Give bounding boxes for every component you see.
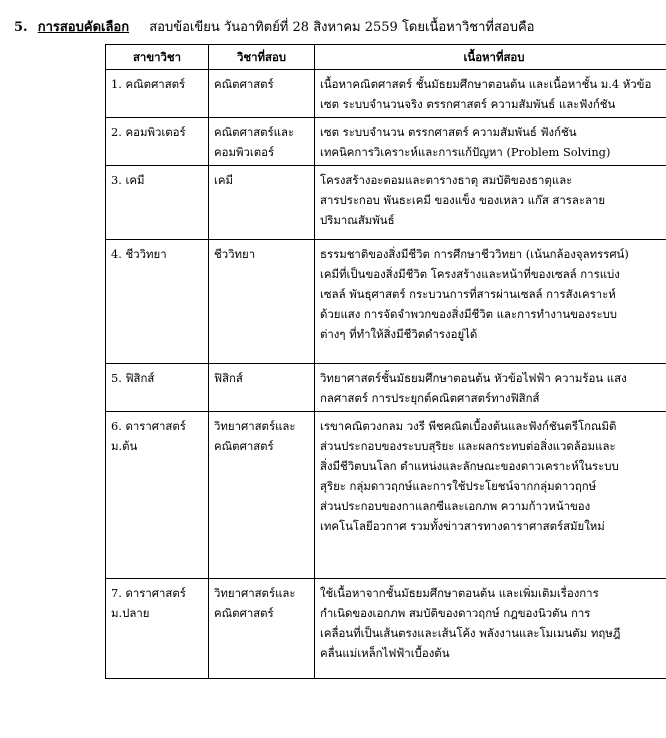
content-cell [315, 166, 666, 240]
cell-text-line: เคลื่อนที่เป็นเส้นตรงและเส้นโค้ง พลังงานและโมเมนตัม ทฤษฎี [320, 626, 621, 640]
cell-text-line: ส่วนประกอบของกาแลกซีและเอกภพ ความก้าวหน้าของ [320, 499, 591, 513]
table-row [106, 118, 666, 166]
subject-cell [209, 364, 315, 412]
content-cell [315, 412, 666, 579]
subject-cell [209, 118, 315, 166]
cell-text-line: ต่างๆ ที่ทำให้สิ่งมีชีวิตดำรงอยู่ได้ [320, 327, 478, 341]
table-row [106, 412, 666, 579]
cell-text-line: ปริมาณสัมพันธ์ [320, 213, 395, 227]
content-cell [315, 118, 666, 166]
branch-cell [106, 412, 209, 579]
table-row [106, 579, 666, 679]
content-cell [315, 70, 666, 118]
cell-text-line: เรขาคณิตวงกลม วงรี พีชคณิตเบื้องต้นและฟังก์ชันตรีโกณมิติ [320, 419, 617, 433]
cell-text-line: 3. เคมี [111, 173, 145, 187]
cell-text-line: ด้วยแสง การจัดจำพวกของสิ่งมีชีวิต และการทำงานของระบบ [320, 307, 618, 321]
cell-text-line: เซต ระบบจำนวน ตรรกศาสตร์ ความสัมพันธ์ ฟังก์ชัน [320, 125, 577, 139]
cell-text-line: เคมีที่เป็นของสิ่งมีชีวิต โครงสร้างและหน้าที่ของเซลล์ การแบ่ง [320, 267, 620, 281]
cell-text-line: คณิตศาสตร์ [214, 606, 274, 620]
cell-text-line: เนื้อหาคณิตศาสตร์ ชั้นมัธยมศึกษาตอนต้น และเนื้อหาชั้น ม.4 หัวข้อ [320, 77, 652, 91]
table-header-row [106, 45, 666, 70]
branch-cell [106, 166, 209, 240]
header-branch: สาขาวิชา [106, 45, 209, 70]
cell-text-line: คอมพิวเตอร์ [214, 145, 275, 159]
cell-text-line: เคมี [214, 173, 234, 187]
cell-text-line: ม.ปลาย [111, 606, 150, 620]
section-description: สอบข้อเขียน วันอาทิตย์ที่ 28 สิงหาคม 2559 โดยเนื้อหาวิชาที่สอบคือ [149, 20, 535, 35]
cell-text-line: วิทยาศาสตร์และ [214, 586, 296, 600]
cell-text-line: เซต ระบบจำนวนจริง ตรรกศาสตร์ ความสัมพันธ์ และฟังก์ชัน [320, 97, 616, 111]
cell-text-line: 2. คอมพิวเตอร์ [111, 125, 186, 139]
table-row [106, 70, 666, 118]
cell-text-line: กลศาสตร์ การประยุกต์คณิตศาสตร์ทางฟิสิกส์ [320, 391, 540, 405]
branch-cell [106, 579, 209, 679]
table-row [106, 240, 666, 364]
content-cell [315, 364, 666, 412]
cell-text-line: ใช้เนื้อหาจากชั้นมัธยมศึกษาตอนต้น และเพิ่มเติมเรื่องการ [320, 586, 599, 600]
subject-cell [209, 240, 315, 364]
cell-text-line: คลื่นแม่เหล็กไฟฟ้าเบื้องต้น [320, 646, 450, 660]
cell-text-line: เทคนิคการวิเคราะห์และการแก้ปัญหา (Problem Solving) [320, 145, 611, 159]
cell-text-line: กำเนิดของเอกภพ สมบัติของดาวฤกษ์ กฎของนิวตัน การ [320, 606, 591, 620]
content-cell [315, 240, 666, 364]
cell-text-line: สิ่งมีชีวิตบนโลก ตำแหน่งและลักษณะของดาวเคราะห์ในระบบ [320, 459, 619, 473]
cell-text-line: 4. ชีววิทยา [111, 247, 167, 261]
cell-text-line: วิทยาศาสตร์และ [214, 419, 296, 433]
subject-cell [209, 412, 315, 579]
subject-cell [209, 70, 315, 118]
cell-text-line: คณิตศาสตร์ [214, 439, 274, 453]
cell-text-line: คณิตศาสตร์ [214, 77, 274, 91]
exam-content-table [105, 44, 666, 679]
section-title: การสอบคัดเลือก [37, 20, 130, 35]
cell-text-line: ส่วนประกอบของระบบสุริยะ และผลกระทบต่อสิ่งแวดล้อมและ [320, 439, 616, 453]
cell-text-line: คณิตศาสตร์และ [214, 125, 295, 139]
branch-cell [106, 118, 209, 166]
branch-cell [106, 240, 209, 364]
cell-text-line: สารประกอบ พันธะเคมี ของแข็ง ของเหลว แก๊ส สารละลาย [320, 193, 606, 207]
subject-cell [209, 166, 315, 240]
section-number: 5. [14, 20, 28, 35]
cell-text-line: เทคโนโลยีอวกาศ รวมทั้งข่าวสารทางดาราศาสตร์สมัยใหม่ [320, 519, 605, 533]
cell-text-line: เซลล์ พันธุศาสตร์ กระบวนการที่สารผ่านเซลล์ การสังเคราะห์ [320, 287, 616, 301]
branch-cell [106, 70, 209, 118]
header-subject: วิชาที่สอบ [209, 45, 315, 70]
branch-cell [106, 364, 209, 412]
cell-text-line: ชีววิทยา [214, 247, 256, 261]
cell-text-line: ม.ต้น [111, 439, 138, 453]
cell-text-line: สุริยะ กลุ่มดาวฤกษ์และการใช้ประโยชน์จากกลุ่มดาวฤกษ์ [320, 479, 597, 493]
cell-text-line: ฟิสิกส์ [214, 371, 243, 385]
cell-text-line: 6. ดาราศาสตร์ [111, 419, 186, 433]
cell-text-line: 1. คณิตศาสตร์ [111, 77, 186, 91]
header-content: เนื้อหาที่สอบ [315, 45, 666, 70]
cell-text-line: โครงสร้างอะตอมและตารางธาตุ สมบัติของธาตุและ [320, 173, 573, 187]
cell-text-line: ธรรมชาติของสิ่งมีชีวิต การศึกษาชีววิทยา (เน้นกล้องจุลทรรศน์) [320, 247, 629, 261]
subject-cell [209, 579, 315, 679]
cell-text-line: 5. ฟิสิกส์ [111, 371, 155, 385]
content-cell [315, 579, 666, 679]
cell-text-line: 7. ดาราศาสตร์ [111, 586, 186, 600]
cell-text-line: วิทยาศาสตร์ชั้นมัธยมศึกษาตอนต้น หัวข้อไฟฟ้า ความร้อน แสง [320, 371, 627, 385]
section-heading [14, 16, 535, 37]
table-row [106, 166, 666, 240]
table-row [106, 364, 666, 412]
